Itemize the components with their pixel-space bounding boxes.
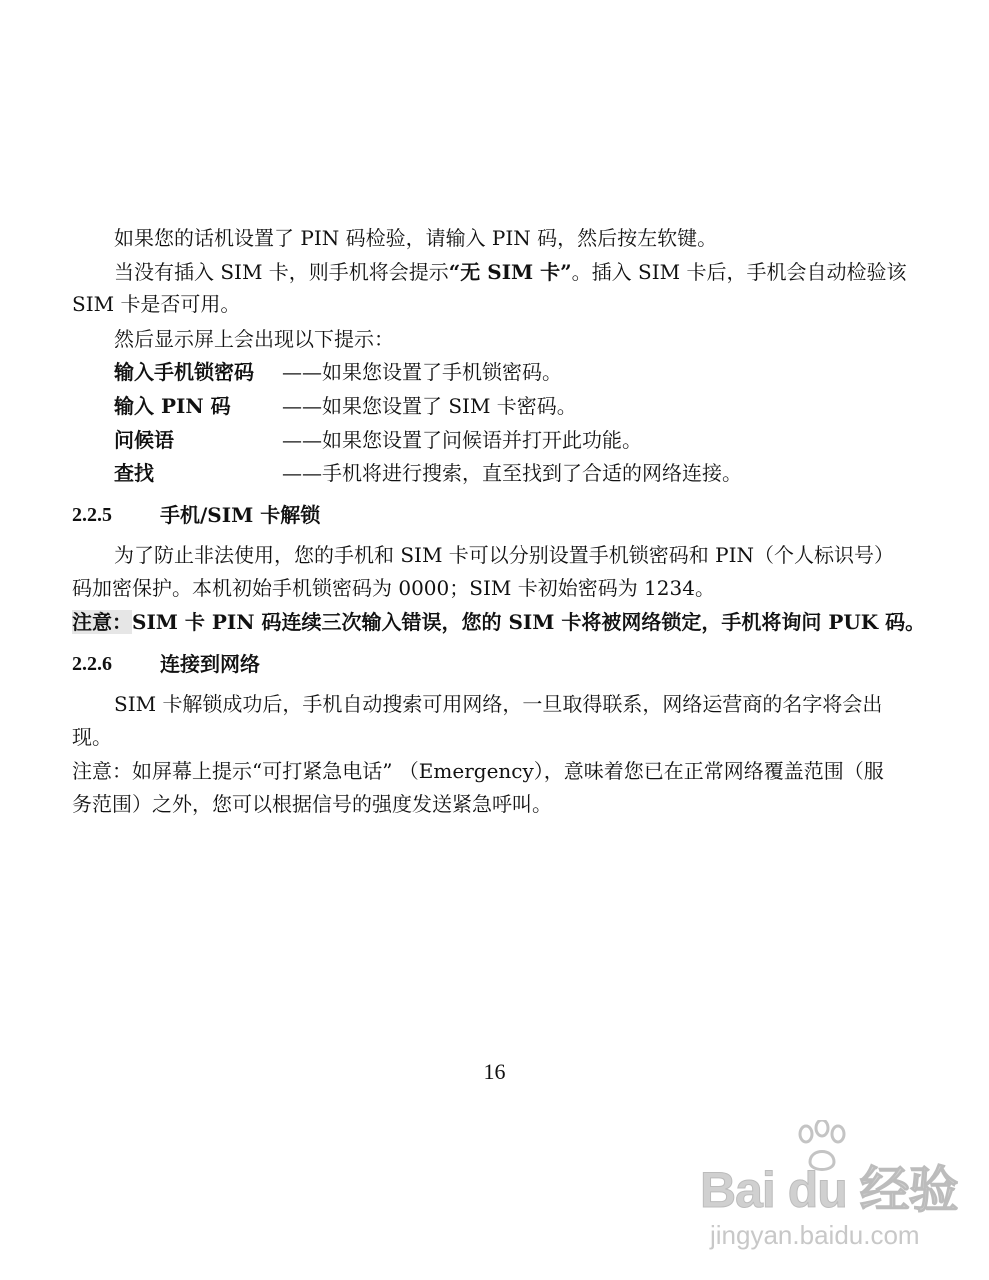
prompt-term: 输入手机锁密码: [114, 360, 254, 384]
note-emergency-line1: 注意：如屏幕上提示“可打紧急电话” （Emergency），意味着您已在正常网络覆盖范围（服: [72, 759, 884, 783]
paragraph-no-sim-line2: SIM 卡是否可用。: [72, 292, 241, 316]
prompt-desc: ——如果您设置了手机锁密码。: [282, 360, 562, 384]
paragraph-display-prompts: 然后显示屏上会出现以下提示：: [114, 327, 394, 351]
prompt-desc: ——如果您设置了问候语并打开此功能。: [282, 428, 642, 452]
watermark-logo: Bai du 经验: [700, 1162, 958, 1218]
section-number: 2.2.5: [72, 504, 112, 526]
prompt-term: 问候语: [114, 428, 174, 452]
paragraph-unlock-line1: 为了防止非法使用，您的手机和 SIM 卡可以分别设置手机锁密码和 PIN（个人标识号）: [114, 543, 895, 567]
prompt-term: 输入 PIN 码: [114, 394, 231, 418]
note-emergency-line2: 务范围）之外，您可以根据信号的强度发送紧急呼叫。: [72, 792, 552, 816]
no-sim-prompt: “无 SIM 卡”: [448, 260, 572, 284]
note-puk: [72, 608, 925, 636]
section-title: 手机/SIM 卡解锁: [160, 503, 321, 527]
watermark-url: jingyan.baidu.com: [710, 1220, 920, 1250]
baidu-jingyan-watermark: [700, 1120, 970, 1270]
paragraph-unlock-line2: 码加密保护。本机初始手机锁密码为 0000；SIM 卡初始密码为 1234。: [72, 576, 715, 600]
paragraph-no-sim-line1: [114, 258, 906, 286]
note-text: SIM 卡 PIN 码连续三次输入错误，您的 SIM 卡将被网络锁定，手机将询问 PUK 码。: [132, 610, 926, 634]
prompt-desc: ——如果您设置了 SIM 卡密码。: [282, 394, 577, 418]
prompt-term: 查找: [114, 461, 154, 485]
paragraph-network-line1: SIM 卡解锁成功后，手机自动搜索可用网络，一旦取得联系，网络运营商的名字将会出: [114, 692, 883, 716]
paragraph-no-sim-post: 。插入 SIM 卡后，手机会自动检验该: [571, 260, 907, 284]
section-title: 连接到网络: [160, 652, 260, 676]
prompt-desc: ——手机将进行搜索，直至找到了合适的网络连接。: [282, 461, 742, 485]
section-number: 2.2.6: [72, 653, 112, 675]
paragraph-network-line2: 现。: [72, 725, 112, 749]
note-label: 注意：: [72, 610, 132, 634]
paragraph-pin-check: 如果您的话机设置了 PIN 码检验，请输入 PIN 码，然后按左软键。: [114, 226, 718, 250]
page-number: 16: [483, 1059, 506, 1084]
paragraph-no-sim-pre: 当没有插入 SIM 卡，则手机将会提示: [114, 260, 449, 284]
